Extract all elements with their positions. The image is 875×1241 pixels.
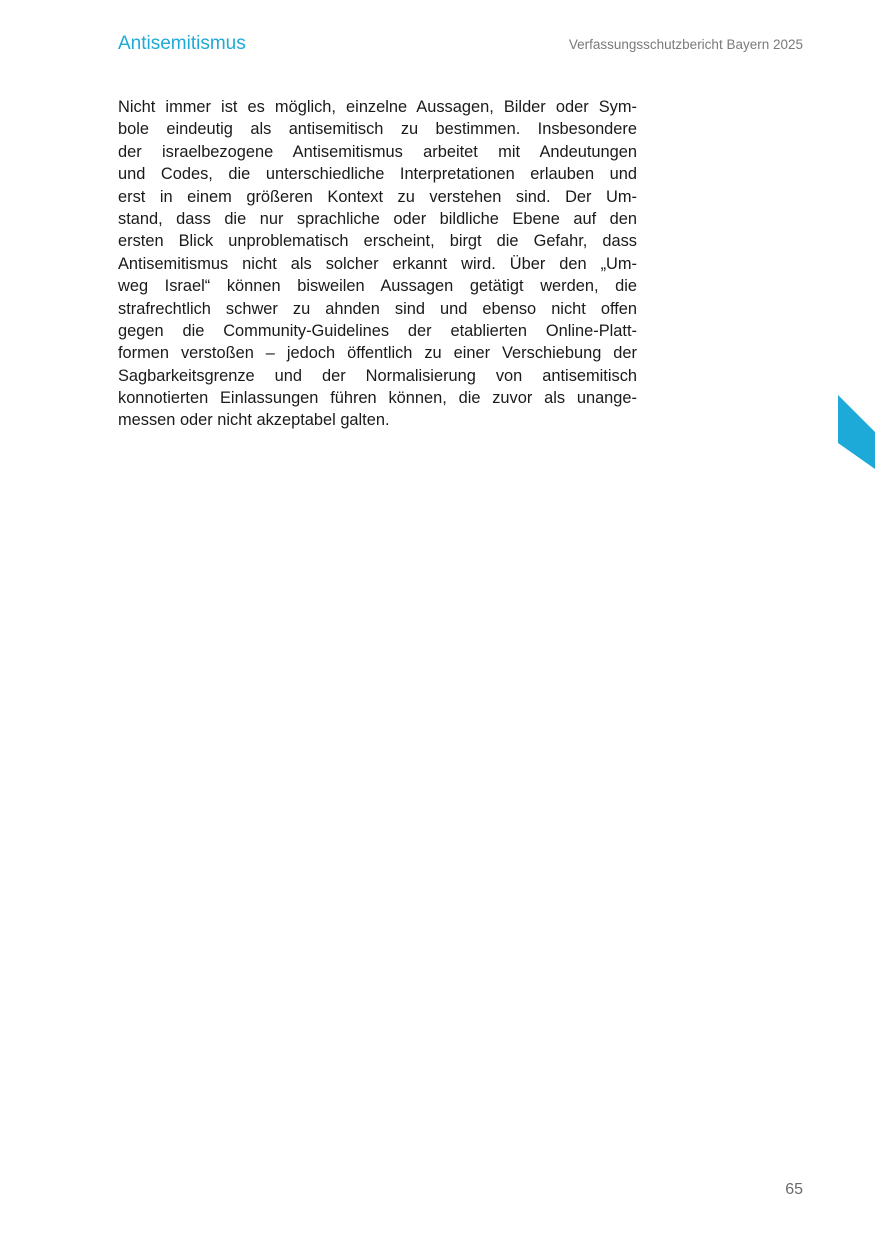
section-title: Antisemitismus [118, 33, 246, 54]
paragraph-line: weg Israel“ können bisweilen Aussagen getätigt werden, die [118, 277, 637, 296]
paragraph-line: Nicht immer ist es möglich, einzelne Aussagen, Bilder oder Sym- [118, 98, 637, 116]
page-number: 65 [785, 1181, 803, 1198]
paragraph-line: der israelbezogene Antisemitismus arbeitet mit Andeutungen [118, 142, 637, 161]
paragraph-line: formen verstoßen – jedoch öffentlich zu einer Verschiebung der [118, 344, 637, 363]
paragraph-line: gegen die Community-Guidelines der etablierten Online-Platt- [118, 321, 637, 340]
paragraph-line: stand, dass die nur sprachliche oder bildliche Ebene auf den [118, 209, 637, 228]
paragraph-line: erst in einem größeren Kontext zu verstehen sind. Der Um- [118, 187, 637, 206]
paragraph-line: bole eindeutig als antisemitisch zu bestimmen. Insbesondere [118, 120, 637, 139]
paragraph-line: und Codes, die unterschiedliche Interpretationen erlauben und [118, 165, 637, 184]
paragraph-line: strafrechtlich schwer zu ahnden sind und ebenso nicht offen [118, 299, 637, 318]
report-title: Verfassungsschutzbericht Bayern 2025 [568, 37, 803, 52]
paragraph-line: Antisemitismus nicht als solcher erkannt wird. Über den „Um- [118, 254, 637, 273]
body-paragraph [118, 96, 637, 432]
paragraph-line: messen oder nicht akzeptabel galten. [118, 411, 390, 430]
chapter-tab-marker [838, 395, 875, 469]
paragraph-line: konnotierten Einlassungen führen können, die zuvor als unange- [118, 389, 637, 408]
paragraph-line: Sagbarkeitsgrenze und der Normalisierung von antisemitisch [118, 366, 637, 385]
paragraph-line: ersten Blick unproblematisch erscheint, birgt die Gefahr, dass [118, 232, 637, 251]
